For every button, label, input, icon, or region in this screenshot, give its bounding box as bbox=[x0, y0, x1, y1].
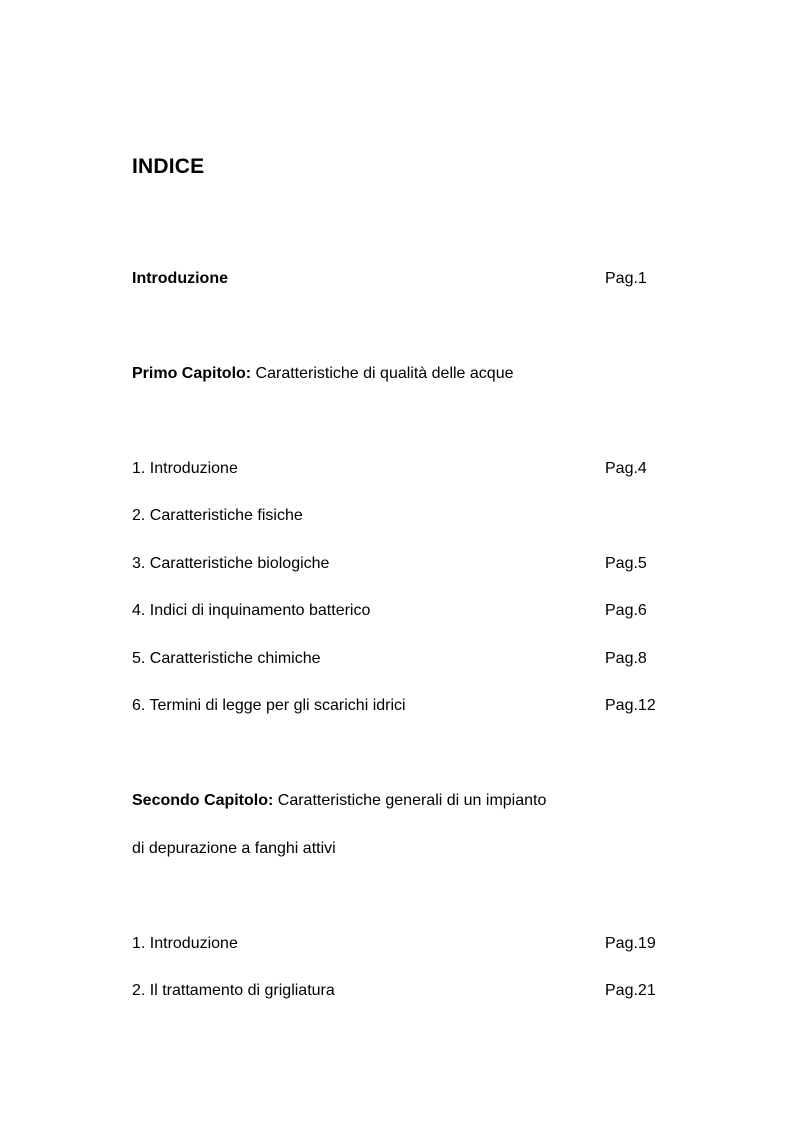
toc-entry-label: 2. Caratteristiche fisiche bbox=[132, 507, 303, 524]
toc-entry bbox=[132, 695, 672, 717]
chapter-2-title-continued: di depurazione a fanghi attivi bbox=[132, 840, 336, 857]
chapter-2-prefix: Secondo Capitolo: bbox=[132, 792, 274, 809]
toc-entry bbox=[132, 933, 672, 955]
toc-entry-page: Pag.1 bbox=[605, 270, 647, 287]
toc-entry bbox=[132, 505, 672, 527]
chapter-2-heading-continued bbox=[132, 838, 672, 860]
toc-entry-page: Pag.4 bbox=[605, 460, 647, 477]
toc-entry-label: 5. Caratteristiche chimiche bbox=[132, 650, 321, 667]
toc-entry-label: 3. Caratteristiche biologiche bbox=[132, 555, 330, 572]
toc-entry-label: 1. Introduzione bbox=[132, 935, 238, 952]
toc-entry-label: 6. Termini di legge per gli scarichi idrici bbox=[132, 697, 406, 714]
toc-entry-label: Introduzione bbox=[132, 270, 228, 287]
toc-entry-introduction bbox=[132, 268, 672, 290]
chapter-1-prefix: Primo Capitolo: bbox=[132, 365, 252, 382]
chapter-2-heading bbox=[132, 790, 672, 812]
page-title: INDICE bbox=[132, 155, 205, 178]
toc-entry bbox=[132, 980, 672, 1002]
toc-entry-page: Pag.8 bbox=[605, 650, 647, 667]
toc-entry-label: 4. Indici di inquinamento batterico bbox=[132, 602, 371, 619]
toc-entry bbox=[132, 600, 672, 622]
chapter-2-title: Caratteristiche generali di un impianto bbox=[273, 792, 547, 809]
toc-entry-page: Pag.6 bbox=[605, 602, 647, 619]
toc-entry bbox=[132, 648, 672, 670]
toc-entry bbox=[132, 553, 672, 575]
chapter-1-heading bbox=[132, 363, 672, 385]
toc-entry-page: Pag.21 bbox=[605, 982, 656, 999]
toc-entry bbox=[132, 458, 672, 480]
toc-entry-label: 1. Introduzione bbox=[132, 460, 238, 477]
toc-entry-page: Pag.12 bbox=[605, 697, 656, 714]
toc-entry-page: Pag.19 bbox=[605, 935, 656, 952]
chapter-1-title: Caratteristiche di qualità delle acque bbox=[251, 365, 514, 382]
toc-entry-page: Pag.5 bbox=[605, 555, 647, 572]
toc-entry-label: 2. Il trattamento di grigliatura bbox=[132, 982, 335, 999]
